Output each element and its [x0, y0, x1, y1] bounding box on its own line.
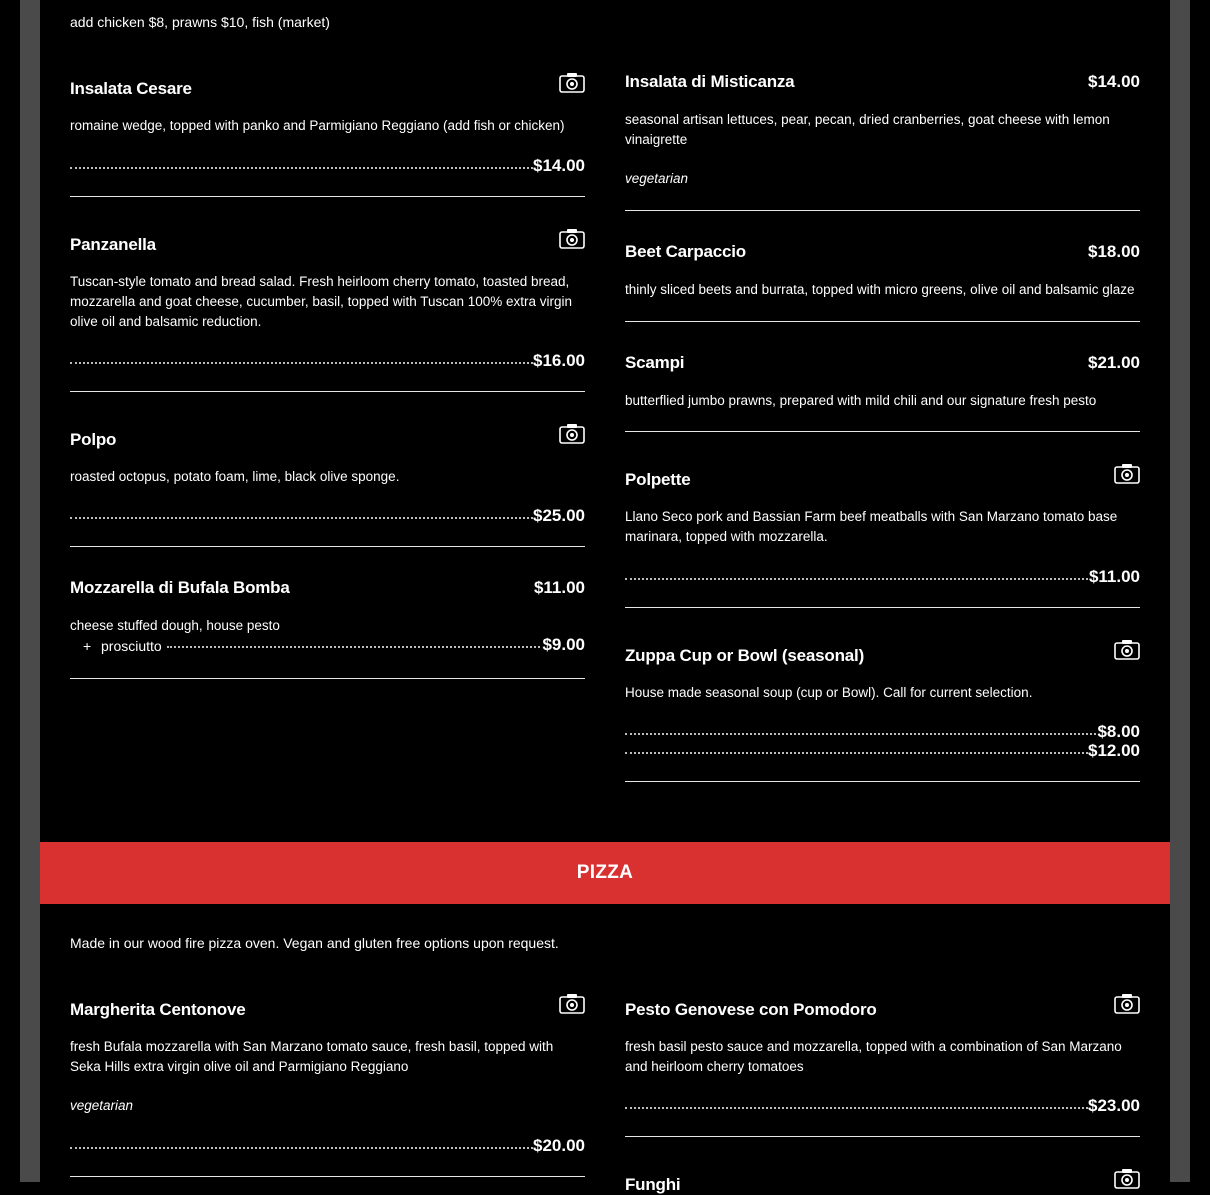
- item-name: Panzanella: [70, 235, 156, 254]
- camera-icon[interactable]: [1114, 639, 1140, 660]
- camera-icon[interactable]: [1114, 993, 1140, 1014]
- price-row: [70, 508, 585, 528]
- addon-price: $9.00: [542, 635, 585, 654]
- menu-item: [625, 240, 1140, 322]
- camera-icon[interactable]: [559, 423, 585, 444]
- dot-leader: [70, 1147, 533, 1149]
- item-description: cheese stuffed dough, house pesto: [70, 618, 280, 633]
- item-name: Scampi: [625, 353, 685, 372]
- section-title: PIZZA: [576, 862, 634, 883]
- item-tag: vegetarian: [70, 1098, 134, 1113]
- price-row-bowl: [625, 743, 1140, 763]
- divider: [70, 678, 585, 679]
- item-name: Margherita Centonove: [70, 1000, 246, 1019]
- menu-item: [70, 991, 585, 1177]
- item-name: Polpette: [625, 470, 691, 489]
- menu-item: [70, 576, 585, 679]
- divider: [625, 781, 1140, 782]
- item-name: Insalata Cesare: [70, 79, 192, 98]
- pizza-note: Made in our wood fire pizza oven. Vegan and gluten free options upon request.: [70, 935, 559, 951]
- item-name: Zuppa Cup or Bowl (seasonal): [625, 646, 865, 665]
- item-description: butterflied jumbo prawns, prepared with mild chili and our signature fresh pesto: [625, 393, 1097, 408]
- section-banner-pizza: [40, 842, 1170, 904]
- dot-leader: [70, 167, 533, 169]
- price-row: [625, 569, 1140, 589]
- addon-plus: +: [83, 638, 92, 654]
- item-description: fresh basil pesto sauce and mozzarella, topped with a combination of San Marzano and heirloom cherry tomatoes: [625, 1039, 1122, 1074]
- dot-leader: [70, 362, 533, 364]
- right-frame-border: [1170, 0, 1190, 1182]
- camera-icon[interactable]: [559, 228, 585, 249]
- item-price: $23.00: [1088, 1096, 1140, 1115]
- menu-item: [625, 351, 1140, 432]
- dot-leader: [625, 752, 1088, 754]
- item-price: $14.00: [1088, 72, 1140, 91]
- camera-icon[interactable]: [559, 993, 585, 1014]
- item-name: Funghi: [625, 1175, 681, 1194]
- item-name: Mozzarella di Bufala Bomba: [70, 578, 290, 597]
- divider: [70, 1176, 585, 1177]
- addon-label: prosciutto: [101, 638, 162, 654]
- menu-item: [625, 1166, 1140, 1194]
- item-price: $18.00: [1088, 242, 1140, 261]
- item-price: $14.00: [533, 156, 585, 175]
- price-row: [70, 1138, 585, 1158]
- menu-item: [625, 991, 1140, 1137]
- camera-icon[interactable]: [559, 72, 585, 93]
- item-description: Llano Seco pork and Bassian Farm beef meatballs with San Marzano tomato base marinara, topped with mozzarella.: [625, 509, 1118, 544]
- left-frame-border: [20, 0, 40, 1182]
- dot-leader: [70, 517, 533, 519]
- item-tag: vegetarian: [625, 171, 689, 186]
- divider: [70, 546, 585, 547]
- dot-leader: [625, 1107, 1088, 1109]
- item-description: romaine wedge, topped with panko and Parmigiano Reggiano (add fish or chicken): [70, 118, 565, 133]
- menu-item: [70, 421, 585, 547]
- addons-note: add chicken $8, prawns $10, fish (market): [70, 14, 330, 30]
- item-price: $21.00: [1088, 353, 1140, 372]
- item-name: Insalata di Misticanza: [625, 72, 795, 91]
- divider: [625, 431, 1140, 432]
- menu-item: [625, 70, 1140, 211]
- item-name: Pesto Genovese con Pomodoro: [625, 1000, 877, 1019]
- divider: [625, 607, 1140, 608]
- camera-icon[interactable]: [1114, 1168, 1140, 1189]
- divider: [70, 391, 585, 392]
- item-price: $11.00: [1088, 567, 1140, 586]
- dot-leader: [625, 578, 1088, 580]
- price-row: [70, 353, 585, 373]
- divider: [625, 210, 1140, 211]
- item-price-bowl: $12.00: [1088, 741, 1140, 760]
- item-price: $25.00: [533, 506, 585, 525]
- item-description: House made seasonal soup (cup or Bowl). Call for current selection.: [625, 685, 1033, 700]
- divider: [625, 321, 1140, 322]
- camera-icon[interactable]: [1114, 463, 1140, 484]
- item-price: $11.00: [533, 578, 585, 597]
- menu-item: [625, 637, 1140, 782]
- menu-item: [70, 70, 585, 197]
- dot-leader: [167, 646, 540, 648]
- menu-content: [40, 0, 1170, 1194]
- item-price: $20.00: [533, 1136, 585, 1155]
- item-name: Beet Carpaccio: [625, 242, 746, 261]
- item-name: Polpo: [70, 430, 117, 449]
- dot-leader: [625, 733, 1096, 735]
- item-description: fresh Bufala mozzarella with San Marzano tomato sauce, fresh basil, topped with Seka Hills extra virgin olive oil and Parmigiano Reggiano: [70, 1039, 554, 1074]
- item-description: seasonal artisan lettuces, pear, pecan, dried cranberries, goat cheese with lemon vinaigrette: [625, 112, 1110, 147]
- menu-item: [70, 226, 585, 392]
- item-description: thinly sliced beets and burrata, topped with micro greens, olive oil and balsamic glaze: [625, 282, 1135, 297]
- price-row-cup: [625, 724, 1140, 744]
- item-price-cup: $8.00: [1097, 722, 1140, 741]
- addon-row: [70, 637, 585, 657]
- price-row: [70, 158, 585, 178]
- price-row: [625, 1098, 1140, 1118]
- divider: [625, 1136, 1140, 1137]
- item-description: roasted octopus, potato foam, lime, black olive sponge.: [70, 469, 400, 484]
- item-price: $16.00: [533, 351, 585, 370]
- menu-item: [625, 461, 1140, 608]
- divider: [70, 196, 585, 197]
- item-description: Tuscan-style tomato and bread salad. Fresh heirloom cherry tomato, toasted bread, mozzarella and goat cheese, cucumber, basil, topped with Tuscan 100% extra virgin olive oil and balsamic reduction.: [70, 274, 573, 329]
